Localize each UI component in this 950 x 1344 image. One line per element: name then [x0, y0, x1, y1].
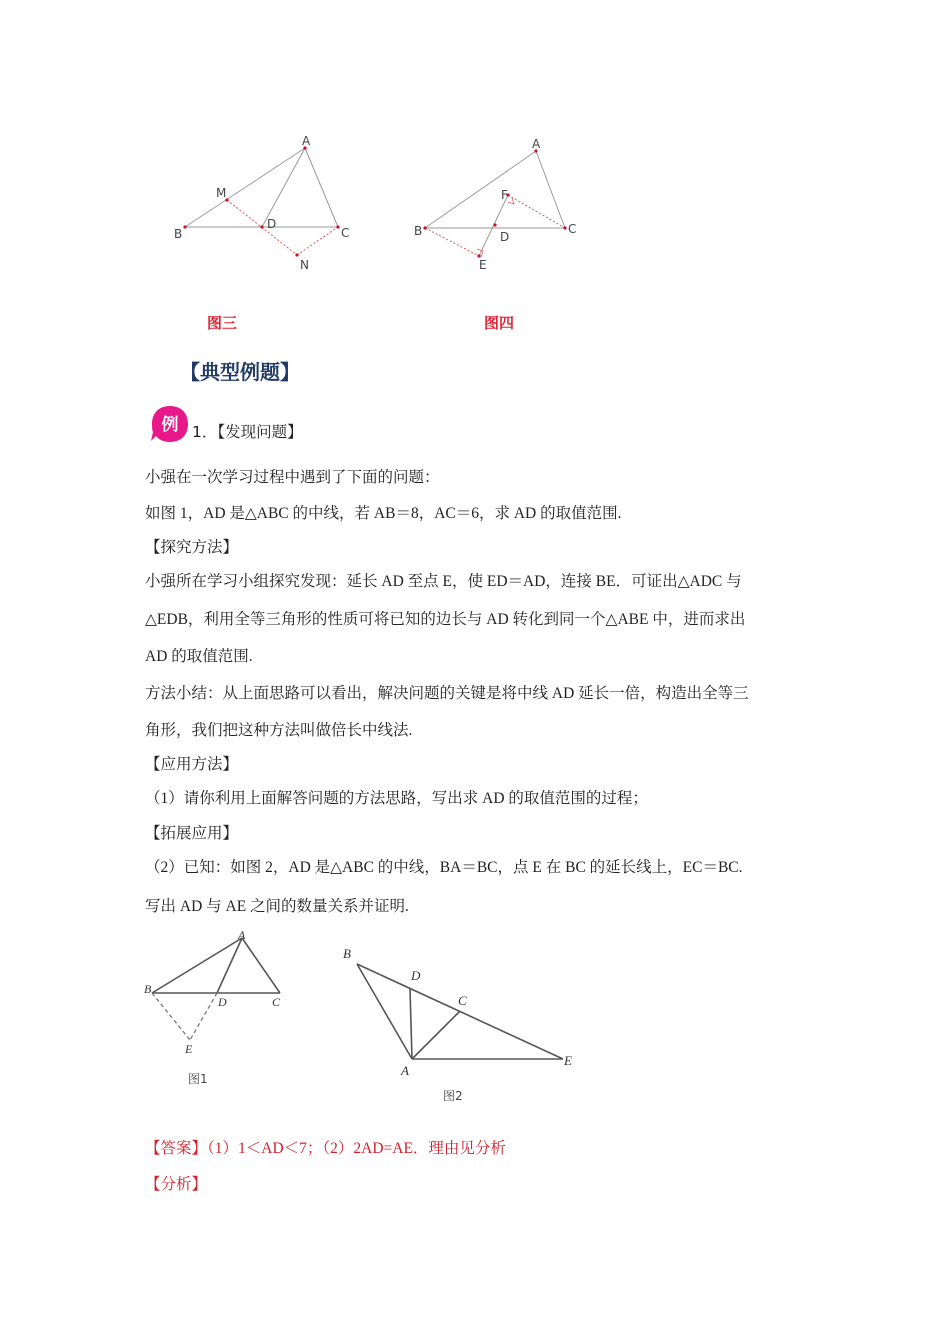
extend-heading: 【拓展应用】	[145, 825, 239, 842]
fig4-label-a: A	[532, 137, 541, 151]
apply-line-1: （1）请你利用上面解答问题的方法思路，写出求 AD 的取值范围的过程；	[145, 790, 648, 807]
fig4-label-e: E	[479, 258, 487, 272]
figure-two-caption: 图2	[443, 1089, 463, 1103]
fig3-label-a: A	[302, 134, 311, 148]
fig1-label-a: A	[238, 928, 246, 942]
problem-line-1: 小强在一次学习过程中遇到了下面的问题：	[145, 469, 440, 486]
fig1-label-d: D	[218, 995, 227, 1009]
fig1-label-e: E	[185, 1042, 193, 1056]
apply-heading: 【应用方法】	[145, 756, 239, 773]
fig4-label-d: D	[500, 230, 510, 244]
fig1-label-b: B	[144, 982, 152, 996]
fig4-label-b: B	[414, 224, 423, 238]
fig4-label-f: F	[501, 188, 508, 202]
extend-line-2: 写出 AD 与 AE 之间的数量关系并证明.	[145, 898, 409, 915]
method-heading: 【探究方法】	[145, 539, 239, 556]
fig3-label-n: N	[300, 258, 309, 272]
example-badge-icon	[150, 404, 190, 444]
fig2-label-c: C	[458, 993, 467, 1008]
figure-three	[160, 125, 370, 275]
figure-four-caption: 图四	[484, 314, 515, 332]
method-line-2: △EDB，利用全等三角形的性质可将已知的边长与 AD 转化到同一个△ABE 中，进而求出	[145, 611, 746, 628]
figure-three-caption: 图三	[207, 314, 238, 332]
fig4-label-c: C	[568, 222, 577, 236]
extend-line-1: （2）已知：如图 2，AD 是△ABC 的中线，BA＝BC，点 E 在 BC 的延长线上，EC＝BC.	[145, 859, 743, 876]
figure-one-caption: 图1	[188, 1072, 208, 1086]
fig3-label-d: D	[267, 217, 277, 231]
fig3-label-m: M	[216, 186, 227, 200]
fig1-label-c: C	[272, 995, 281, 1009]
example-badge-label: 例	[161, 415, 179, 435]
fig3-label-b: B	[174, 227, 183, 241]
fig2-label-d: D	[411, 968, 421, 983]
summary-line-2: 角形，我们把这种方法叫做倍长中线法.	[145, 722, 413, 739]
fig3-label-c: C	[341, 226, 350, 240]
example-heading: 1．【发现问题】	[192, 423, 303, 441]
figure-four	[405, 130, 605, 275]
fig2-label-e: E	[564, 1053, 572, 1068]
figure-one	[140, 925, 300, 1095]
figure-two	[335, 938, 585, 1108]
fig2-label-a: A	[401, 1063, 409, 1078]
answer-line: 【答案】（1）1＜AD＜7；（2）2AD=AE．理由见分析	[145, 1140, 506, 1157]
fig2-label-b: B	[343, 946, 351, 961]
section-title: 【典型例题】	[180, 360, 300, 384]
method-line-3: AD 的取值范围.	[145, 648, 253, 665]
summary-line-1: 方法小结：从上面思路可以看出，解决问题的关键是将中线 AD 延长一倍，构造出全等三	[145, 685, 749, 702]
method-line-1: 小强所在学习小组探究发现：延长 AD 至点 E，使 ED＝AD，连接 BE．可证出△ADC 与	[145, 573, 742, 590]
analysis-heading: 【分析】	[145, 1176, 208, 1193]
problem-line-2: 如图 1，AD 是△ABC 的中线，若 AB＝8，AC＝6，求 AD 的取值范围.	[145, 505, 622, 522]
